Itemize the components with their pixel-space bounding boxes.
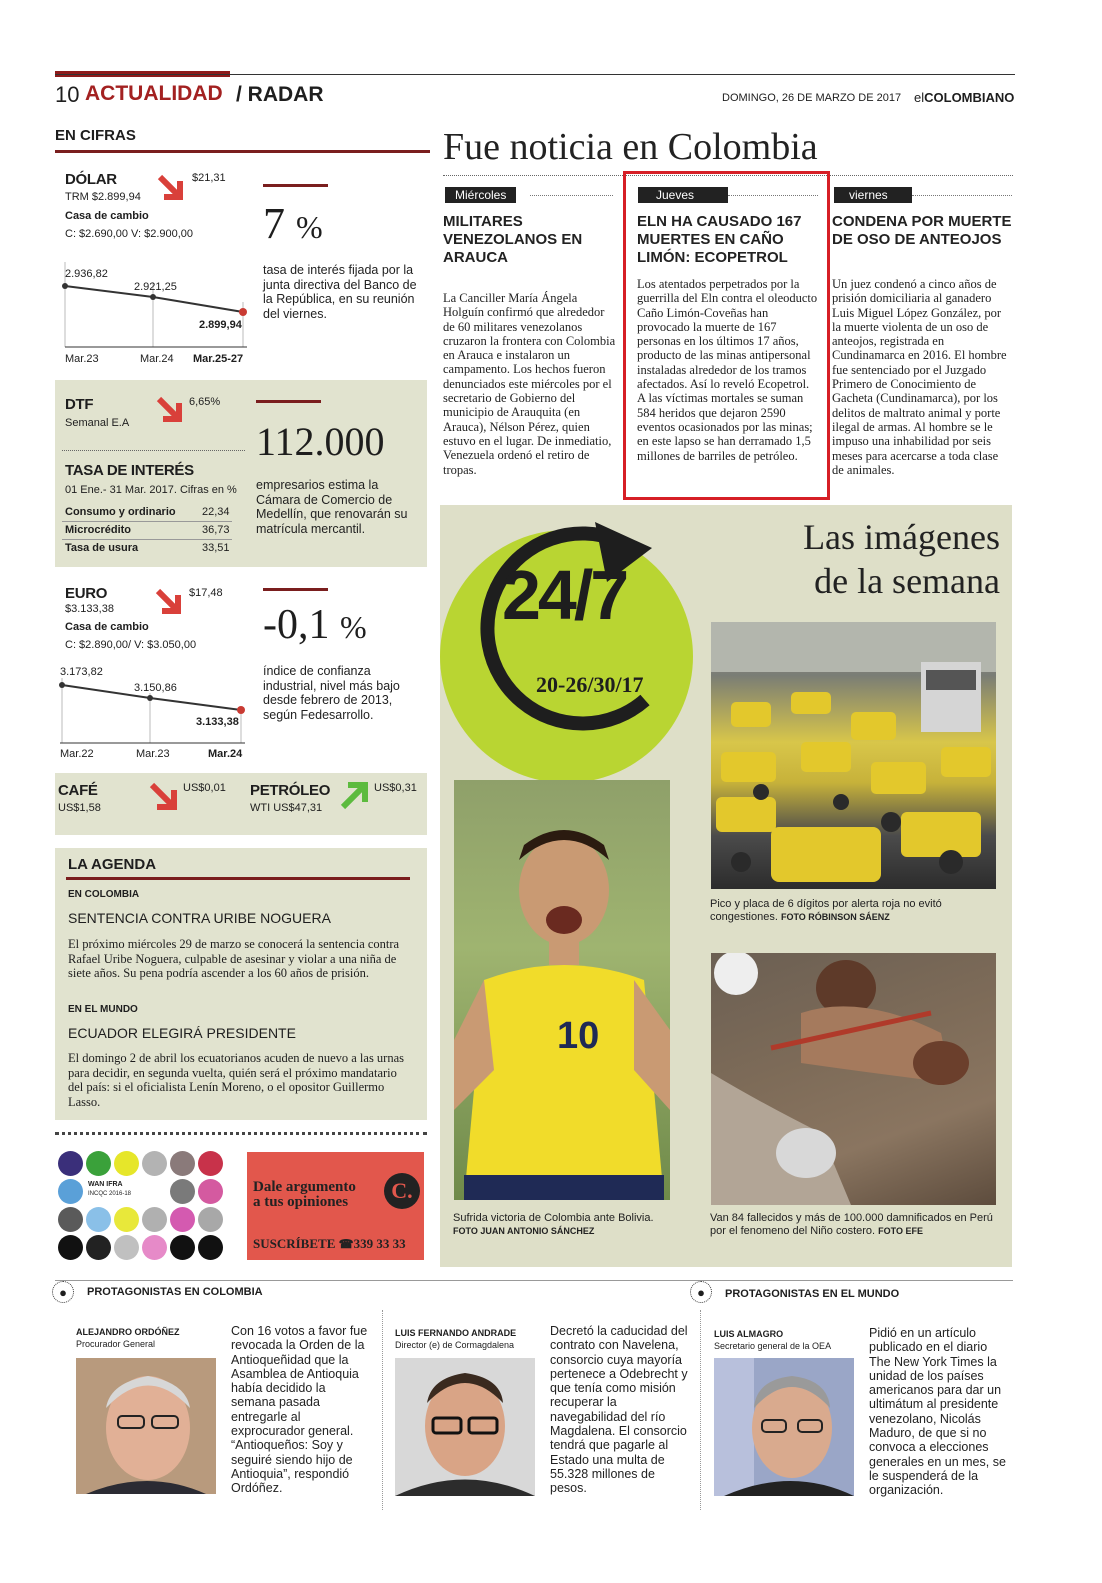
- portrait-illustration: [714, 1358, 854, 1496]
- stat-empresarios: 112.000: [256, 419, 385, 464]
- wan-ifra-sub: INCQC 2016-18: [88, 1191, 132, 1197]
- stat-interest-text: tasa de interés fijada por la junta directiva del Banco de la República, en su reunión del viernes.: [263, 263, 417, 321]
- day-tag: Miércoles: [445, 187, 516, 203]
- chart-point: [150, 294, 156, 300]
- dolar-date-3: Mar.25-27: [193, 353, 244, 365]
- dolar-value-2: 2.921,25: [134, 281, 177, 293]
- color-swatch: [198, 1179, 223, 1204]
- petroleo-change: US$0,31: [374, 782, 417, 794]
- stat-rule: [263, 184, 328, 187]
- dolar-change: $21,31: [192, 172, 226, 184]
- agenda-body: El domingo 2 de abril los ecuatorianos acuden de nuevo a las urnas para decidir, en segunda vuelta, quién será el próximo mandatario del país: si el oficialista Lenín Moreno, o el opositor Guillermo Lasso.: [68, 1051, 405, 1109]
- petroleo-label: PETRÓLEO: [250, 782, 331, 799]
- person-photo: [76, 1358, 216, 1494]
- wan-ifra-logo: WAN IFRA: [88, 1181, 123, 1188]
- stat-rule: [256, 400, 321, 403]
- euro-date-2: Mar.23: [136, 748, 170, 760]
- person-icon: ●: [52, 1281, 74, 1303]
- agenda-section-label: EN COLOMBIA: [68, 889, 140, 900]
- color-swatch: [86, 1235, 111, 1260]
- person-role: Director (e) de Cormagdalena: [395, 1340, 515, 1350]
- person-photo: [395, 1358, 535, 1496]
- color-swatch: [86, 1207, 111, 1232]
- euro-value-3: 3.133,38: [196, 716, 239, 728]
- player-illustration: [454, 780, 670, 1200]
- euro-casa-label: Casa de cambio: [65, 621, 149, 633]
- color-swatch: [142, 1151, 167, 1176]
- divider: [530, 195, 613, 196]
- color-swatch: [142, 1207, 167, 1232]
- color-swatch: [170, 1207, 195, 1232]
- section-title: ACTUALIDAD: [85, 82, 223, 105]
- color-swatch: [58, 1151, 83, 1176]
- portrait-illustration: [395, 1358, 535, 1496]
- divider: [382, 1310, 383, 1510]
- down-arrow-icon: [156, 173, 186, 201]
- cafe-value: US$1,58: [58, 802, 101, 814]
- divider: [62, 450, 245, 451]
- tasa-sub: 01 Ene.- 31 Mar. 2017. Cifras en %: [65, 484, 237, 496]
- color-swatch: [198, 1151, 223, 1176]
- color-swatch: [58, 1235, 83, 1260]
- divider: [700, 1310, 701, 1510]
- color-swatch: [58, 1207, 83, 1232]
- agenda-headline: ECUADOR ELEGIRÁ PRESIDENTE: [68, 1025, 296, 1041]
- page-number: 10: [55, 82, 80, 107]
- subscribe-link[interactable]: SUSCRÍBETE ☎339 33 33: [253, 1236, 406, 1251]
- rescue-illustration: [711, 953, 996, 1205]
- chart-point: [239, 308, 247, 316]
- agenda-rule: [66, 877, 410, 880]
- issue-date: DOMINGO, 26 DE MARZO DE 2017: [722, 92, 902, 104]
- tasa-row-value: 22,34: [202, 506, 230, 518]
- cafe-label: CAFÉ: [58, 782, 98, 799]
- chart-point: [237, 706, 245, 714]
- news-body: Los atentados perpetrados por la guerrilla del Eln contra el oleoducto Caño Limón-Coveñas han provocado la muerte de 167 personas en los últimos 17 años, producto de las minas antipersonal instaladas alrededor de los tramos afectados. Así lo reveló Ecopetrol. A las víctimas mortales se suman 584 heridos que dejaron 2590 eventos ocasionados por las minas; en este lapso se han derramado 1,5 millones de barriles de petróleo.: [637, 277, 818, 463]
- color-swatch: [170, 1235, 195, 1260]
- dolar-casa-label: Casa de cambio: [65, 210, 149, 222]
- person-text: Con 16 votos a favor fue revocada la Orden de la Antioqueñidad que la Asamblea de Antioquia había decidido la semana pasada entregarle al exprocurador general. “Antioqueños: Soy y seguiré siendo hijo de Antioquia”, respondió Ordóñez.: [231, 1324, 368, 1496]
- agenda-headline: SENTENCIA CONTRA URIBE NOGUERA: [68, 910, 331, 926]
- commodities-box: [55, 773, 427, 835]
- divider: [62, 539, 232, 540]
- photo-caption: Van 84 fallecidos y más de 100.000 damnificados en Perú por el fenomeno del Niño costero. FOTO EFE: [710, 1212, 993, 1237]
- week-logo-dates: 20-26/30/17: [536, 672, 644, 697]
- down-arrow-icon: [148, 781, 180, 811]
- person-text: Decretó la caducidad del contrato con Navelena, consorcio cuya mayoría pertenece a Odebrecht y que tenía como misión recuperar la navegabilidad del río Magdalena. El consorcio tendrá que pagarle al Estado una multa de 55.328 millones de pesos.: [550, 1324, 688, 1496]
- person-text: Pidió en un artículo publicado en el diario The New York Times la unidad de los países americanos para dar un ultimátum al presidente venezolano, Nicolás Maduro, de que si no convoca a elecciones generales en un mes, se le suspenderá de la organización.: [869, 1326, 1006, 1498]
- images-section-title: [700, 515, 1000, 603]
- euro-change: $17,48: [189, 587, 223, 599]
- tasa-row-value: 33,51: [202, 542, 230, 554]
- chart-point: [62, 283, 68, 289]
- print-color-bar: [58, 1151, 228, 1263]
- agenda-section-label: EN EL MUNDO: [68, 1004, 138, 1015]
- divider: [912, 195, 1012, 196]
- tasa-row-label: Consumo y ordinario: [65, 506, 176, 518]
- dtf-label: DTF: [65, 396, 94, 413]
- dolar-value-3: 2.899,94: [199, 319, 242, 331]
- dolar-label: DÓLAR: [65, 171, 117, 188]
- stat-confianza-text: índice de confianza industrial, nivel más bajo desde febrero de 2013, según Fedesarrollo.: [263, 664, 400, 722]
- euro-value: $3.133,38: [65, 603, 114, 615]
- photo-caption: Pico y placa de 6 dígitos por alerta roja no evitó congestiones. FOTO RÓBINSON SÁENZ: [710, 898, 942, 923]
- euro-date-3: Mar.24: [208, 748, 243, 760]
- down-arrow-icon: [154, 587, 184, 615]
- rescue-photo: [711, 953, 996, 1205]
- dolar-date-2: Mar.24: [140, 353, 174, 365]
- agenda-body: El próximo miércoles 29 de marzo se conocerá la sentencia contra Rafael Uribe Noguera, culpable de asesinar y violar a una niña de siete años. Su pena podría ascender a los 60 años de prisión.: [68, 937, 400, 980]
- color-swatch: [114, 1207, 139, 1232]
- euro-label: EURO: [65, 585, 108, 602]
- soccer-photo: [454, 780, 670, 1200]
- person-role: Procurador General: [76, 1339, 156, 1349]
- color-swatch: [86, 1151, 111, 1176]
- cifras-rule: [55, 150, 430, 153]
- traffic-illustration: [711, 622, 996, 889]
- color-swatch: [170, 1179, 195, 1204]
- down-arrow-icon: [155, 395, 185, 423]
- tasa-row-value: 36,73: [202, 524, 230, 536]
- day-tag: viernes: [834, 187, 912, 203]
- color-swatch: [170, 1151, 195, 1176]
- agenda-title: LA AGENDA: [68, 856, 157, 873]
- news-headline: CONDENA POR MUERTE DE OSO DE ANTEOJOS: [832, 213, 1012, 248]
- color-swatch: [114, 1235, 139, 1260]
- euro-date-1: Mar.22: [60, 748, 94, 760]
- cifras-title: EN CIFRAS: [55, 127, 136, 144]
- dtf-change: 6,65%: [189, 396, 221, 408]
- chart-point: [147, 695, 153, 701]
- person-name: ALEJANDRO ORDÓÑEZ: [76, 1327, 180, 1337]
- divider: [55, 1132, 427, 1135]
- brand-name: elCOLOMBIANO: [914, 90, 1015, 105]
- euro-value-2: 3.150,86: [134, 682, 177, 694]
- protagonistas-colombia-title: PROTAGONISTAS EN COLOMBIA: [87, 1286, 263, 1298]
- person-photo: [714, 1358, 854, 1496]
- color-swatch: [142, 1235, 167, 1260]
- dtf-sub: Semanal E.A: [65, 417, 130, 429]
- up-arrow-icon: [339, 781, 371, 811]
- el-colombiano-logo-icon: C.: [384, 1173, 420, 1209]
- chart-point: [59, 682, 65, 688]
- stat-confianza: -0,1 %: [263, 602, 367, 648]
- dolar-date-1: Mar.23: [65, 353, 99, 365]
- highlight-frame: [623, 171, 830, 500]
- petroleo-value: WTI US$47,31: [250, 802, 323, 814]
- traffic-photo: [711, 622, 996, 889]
- person-role: Secretario general de la OEA: [714, 1341, 832, 1351]
- divider: [55, 1280, 1013, 1281]
- promo-line-2: a tus opiniones: [253, 1194, 349, 1210]
- portrait-illustration: [76, 1358, 216, 1494]
- news-body: Un juez condenó a cinco años de prisión domiciliaria al ganadero Luis Miguel López González, por la muerte violenta de un oso de anteojos, registrada en Cundinamarca en 2016. El hombre fue sentenciado por el Juzgado Primero de Conocimiento de Gacheta (Cundinamarca), por los delitos de maltrato animal y porte ilegal de armas. Al hombre se le impuso una inhabilidad por seis meses para acercarse a toda clase de animales.: [832, 277, 1007, 477]
- day-tag: Jueves: [638, 187, 728, 203]
- stat-empresarios-text: empresarios estima la Cámara de Comercio de Medellín, que renovarán su matrícula mercantil.: [256, 478, 408, 536]
- tasa-row-label: Microcrédito: [65, 524, 132, 536]
- dolar-casa-values: C: $2.690,00 V: $2.900,00: [65, 228, 194, 240]
- stat-rule: [263, 588, 328, 591]
- protagonistas-mundo-title: PROTAGONISTAS EN EL MUNDO: [725, 1288, 900, 1300]
- color-swatch: [198, 1235, 223, 1260]
- subsection-title: / RADAR: [236, 83, 324, 106]
- color-swatch: [114, 1151, 139, 1176]
- stat-interest-rate: 7 %: [263, 199, 323, 248]
- person-name: LUIS ALMAGRO: [714, 1329, 784, 1339]
- news-body: La Canciller María Ángela Holguín confirmó que alrededor de 60 militares venezolanos cruzaron la frontera con Colombia en Arauca e instalaron un campamento. Los hechos fueron denunciados este miércoles por el secretario de Gobierno del municipio de Arauquita (en Arauca), Nélson Pérez, quien estuvo en el lugar. De inmediatio, Venezuela ordenó el retiro de tropas.: [443, 291, 616, 477]
- header-rule: [55, 74, 1015, 75]
- color-swatch: [58, 1179, 83, 1204]
- jersey-number: 10: [557, 1015, 600, 1057]
- dolar-value-1: 2.936,82: [65, 268, 108, 280]
- euro-value-1: 3.173,82: [60, 666, 103, 678]
- news-headline: MILITARES VENEZOLANOS EN ARAUCA: [443, 213, 583, 266]
- news-headline: ELN HA CAUSADO 167 MUERTES EN CAÑO LIMÓN: ECOPETROL: [637, 213, 802, 266]
- images-title-line: Las imágenes: [803, 517, 1000, 557]
- photo-caption: Sufrida victoria de Colombia ante Bolivia. FOTO JUAN ANTONIO SÁNCHEZ: [453, 1212, 654, 1236]
- euro-casa-values: C: $2.890,00/ V: $3.050,00: [65, 639, 197, 651]
- main-headline: Fue noticia en Colombia: [443, 126, 818, 168]
- promo-line-1: Dale argumento: [253, 1179, 356, 1195]
- week-logo-text: 24/7: [502, 556, 627, 634]
- color-swatch: [198, 1207, 223, 1232]
- dolar-trm: TRM $2.899,94: [65, 191, 141, 203]
- divider: [62, 521, 232, 522]
- tasa-title: TASA DE INTERÉS: [65, 462, 194, 479]
- cafe-change: US$0,01: [183, 782, 226, 794]
- person-name: LUIS FERNANDO ANDRADE: [395, 1328, 517, 1338]
- images-title-line: de la semana: [814, 561, 1000, 601]
- person-icon: ●: [690, 1281, 712, 1303]
- tasa-row-label: Tasa de usura: [65, 542, 139, 554]
